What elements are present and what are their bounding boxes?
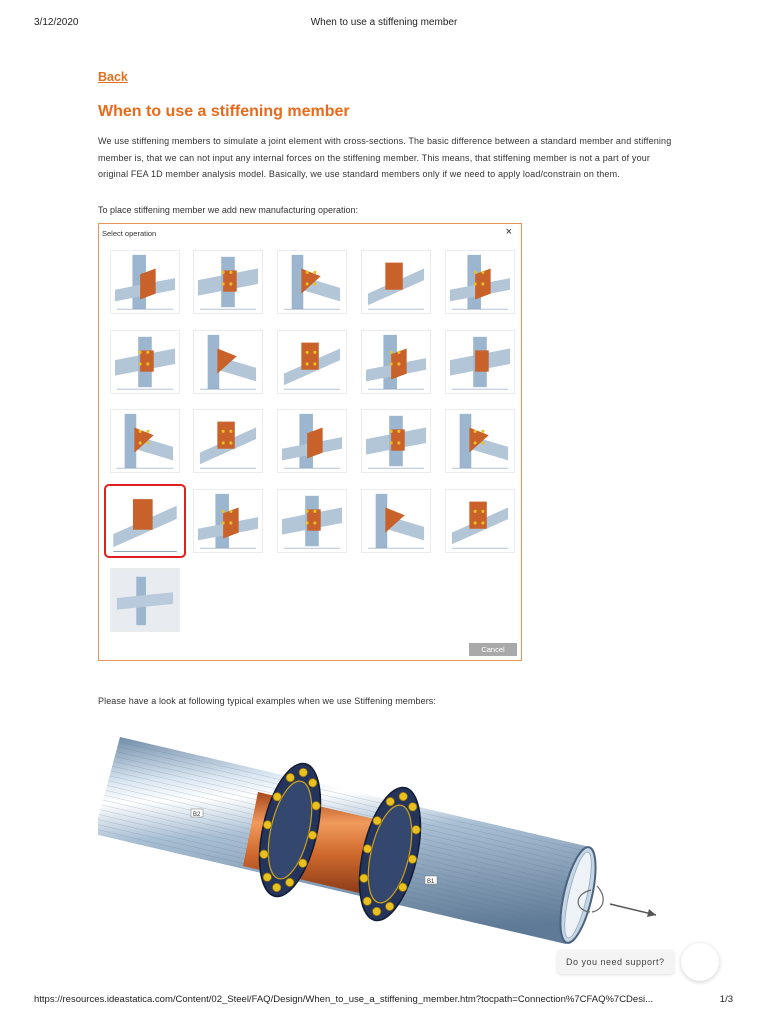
member-label-b2: B2 — [193, 812, 201, 818]
steel-joint-thumbnail — [446, 331, 514, 393]
member-label-b1: B1 — [427, 879, 435, 885]
steel-joint-thumbnail — [362, 331, 430, 393]
steel-joint-thumbnail — [446, 490, 514, 552]
steel-joint-thumbnail — [446, 410, 514, 472]
operation-tile[interactable] — [193, 409, 263, 473]
chat-launcher-icon[interactable] — [681, 943, 719, 981]
operation-tile[interactable] — [110, 568, 180, 632]
steel-joint-thumbnail — [111, 410, 179, 472]
place-instruction: To place stiffening member we add new manufacturing operation: — [98, 205, 358, 215]
close-icon[interactable]: × — [505, 226, 512, 238]
steel-joint-thumbnail — [111, 251, 179, 313]
support-label[interactable]: Do you need support? — [557, 950, 674, 974]
intro-paragraph: We use stiffening members to simulate a joint element with cross-sections. The basic difference between a standard member and stiffening member is, that we can not input any internal forces on the stiffening member. This means, that stiffening member is not a part of your original FEA 1D member analysis model. Basically, we use standard members only if we need to apply load/constrain on them. — [98, 136, 672, 180]
operation-tile[interactable] — [193, 330, 263, 394]
dialog-title: Select operation — [102, 229, 157, 238]
steel-joint-thumbnail — [194, 251, 262, 313]
steel-joint-thumbnail — [446, 251, 514, 313]
steel-joint-thumbnail — [194, 410, 262, 472]
operation-tile[interactable] — [110, 330, 180, 394]
steel-joint-thumbnail — [362, 490, 430, 552]
back-link[interactable]: Back — [98, 70, 128, 84]
operation-tile[interactable] — [110, 409, 180, 473]
operation-tile[interactable] — [277, 409, 347, 473]
operation-tile[interactable] — [277, 330, 347, 394]
operation-tile[interactable] — [361, 250, 431, 314]
operation-tile[interactable] — [445, 250, 515, 314]
steel-joint-thumbnail — [278, 410, 346, 472]
print-date: 3/12/2020 — [34, 17, 79, 28]
footer-url: https://resources.ideastatica.com/Content/02_Steel/FAQ/Design/When_to_use_a_stiffening_member.htm?tocpath=Connection%7CFAQ%7CDesi... — [34, 994, 653, 1005]
operation-tile[interactable] — [445, 330, 515, 394]
steel-joint-thumbnail — [194, 490, 262, 552]
steel-joint-thumbnail — [194, 331, 262, 393]
operation-tile[interactable] — [193, 489, 263, 553]
steel-joint-thumbnail — [106, 486, 184, 556]
print-header-title: When to use a stiffening member — [310, 17, 458, 28]
steel-joint-thumbnail — [362, 251, 430, 313]
operation-tile[interactable] — [110, 250, 180, 314]
operation-tile[interactable] — [193, 250, 263, 314]
operation-tile[interactable] — [277, 250, 347, 314]
operation-tile[interactable] — [361, 489, 431, 553]
pipe-flange-figure — [98, 712, 678, 957]
steel-joint-thumbnail — [362, 410, 430, 472]
page-title: When to use a stiffening member — [98, 103, 350, 120]
operation-tile[interactable] — [361, 330, 431, 394]
support-chat-widget[interactable] — [557, 943, 722, 981]
cancel-button[interactable]: Cancel — [469, 643, 517, 656]
operation-tile[interactable] — [361, 409, 431, 473]
operation-tile[interactable] — [104, 484, 186, 558]
steel-joint-thumbnail — [111, 331, 179, 393]
steel-joint-thumbnail — [278, 251, 346, 313]
steel-joint-thumbnail — [278, 490, 346, 552]
operation-tile[interactable] — [277, 489, 347, 553]
steel-joint-thumbnail — [278, 331, 346, 393]
operation-tile[interactable] — [445, 489, 515, 553]
steel-joint-thumbnail — [111, 569, 179, 631]
select-operation-dialog — [98, 223, 522, 661]
examples-text: Please have a look at following typical examples when we use Stiffening members: — [98, 696, 437, 706]
footer-page-number: 1/3 — [719, 994, 733, 1005]
operation-tile[interactable] — [445, 409, 515, 473]
